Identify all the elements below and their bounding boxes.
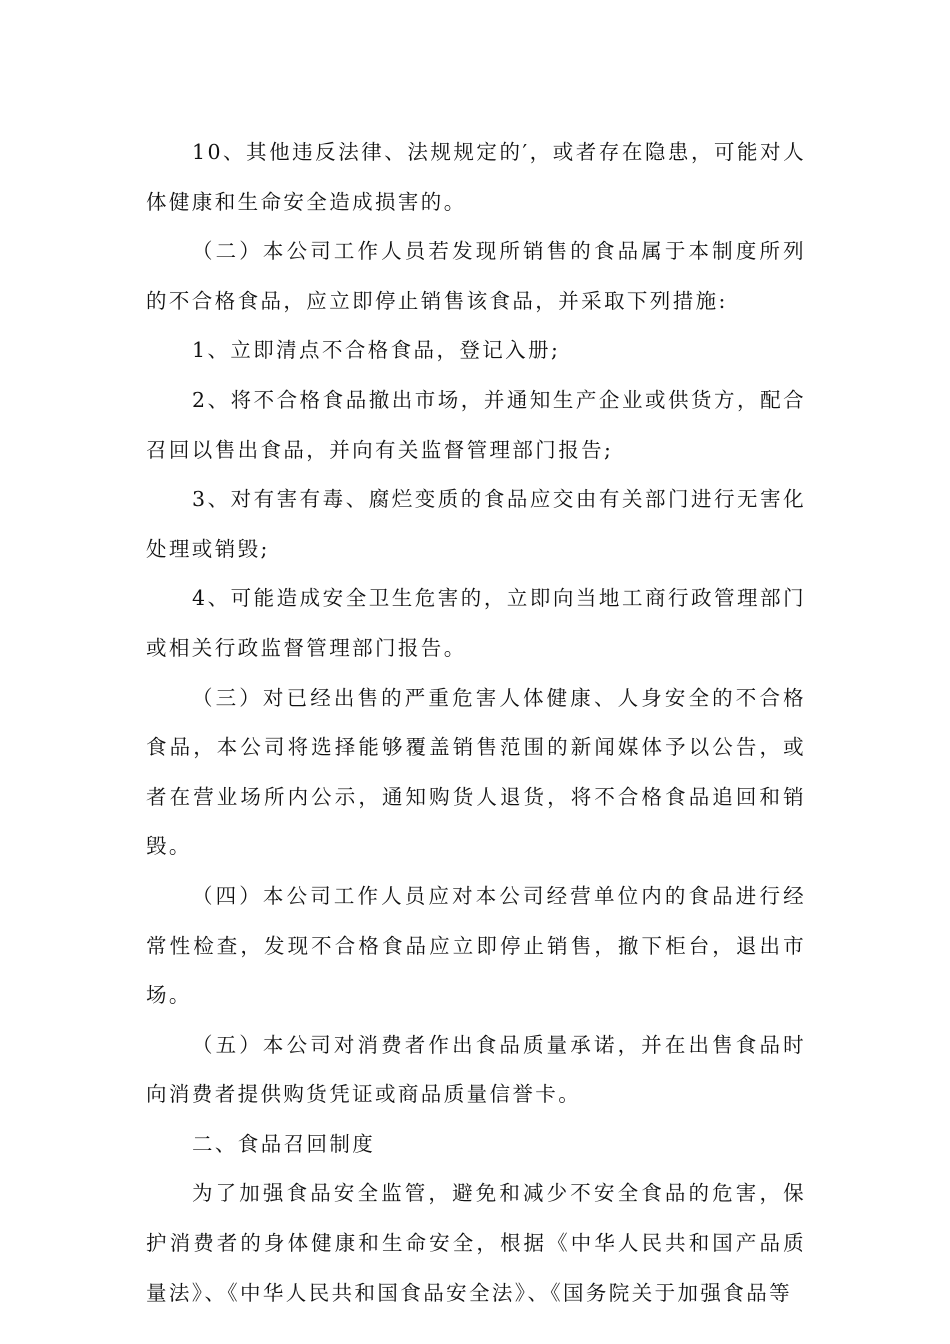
paragraph-recall-intro: 为了加强食品安全监管，避免和减少不安全食品的危害，保护消费者的身体健康和生命安全，根据《中华人民共和国产品质量法》、《中华人民共和国食品安全法》、《国务院关于加强食品等: [146, 1181, 806, 1305]
paragraph-measure-3: 3、对有害有毒、腐烂变质的食品应交由有关部门进行无害化处理或销毁;: [146, 487, 806, 561]
paragraph-section-3: （三）对已经出售的严重危害人体健康、人身安全的不合格食品，本公司将选择能够覆盖销售范围的新闻媒体予以公告，或者在营业场所内公示，通知购货人退货，将不合格食品追回和销毁。: [146, 685, 806, 859]
paragraph-measure-1: 1、立即清点不合格食品，登记入册;: [192, 338, 561, 363]
paragraph-measure-4: 4、可能造成安全卫生危害的，立即向当地工商行政管理部门或相关行政监督管理部门报告。: [146, 586, 806, 660]
paragraph-section-2: （二）本公司工作人员若发现所销售的食品属于本制度所列的不合格食品，应立即停止销售该食品，并采取下列措施:: [146, 239, 806, 313]
document-body: [146, 128, 806, 1318]
section-heading-recall: 二、食品召回制度: [192, 1131, 376, 1156]
paragraph-item-10: 10、其他违反法律、法规规定的′，或者存在隐患，可能对人体健康和生命安全造成损害的。: [146, 140, 806, 214]
paragraph-section-5: （五）本公司对消费者作出食品质量承诺，并在出售食品时向消费者提供购货凭证或商品质量信誉卡。: [146, 1032, 806, 1107]
paragraph-section-4: （四）本公司工作人员应对本公司经营单位内的食品进行经常性检查，发现不合格食品应立即停止销售，撤下柜台，退出市场。: [146, 883, 806, 1008]
paragraph-measure-2: 2、将不合格食品撤出市场，并通知生产企业或供货方，配合召回以售出食品，并向有关监督管理部门报告;: [146, 387, 806, 462]
